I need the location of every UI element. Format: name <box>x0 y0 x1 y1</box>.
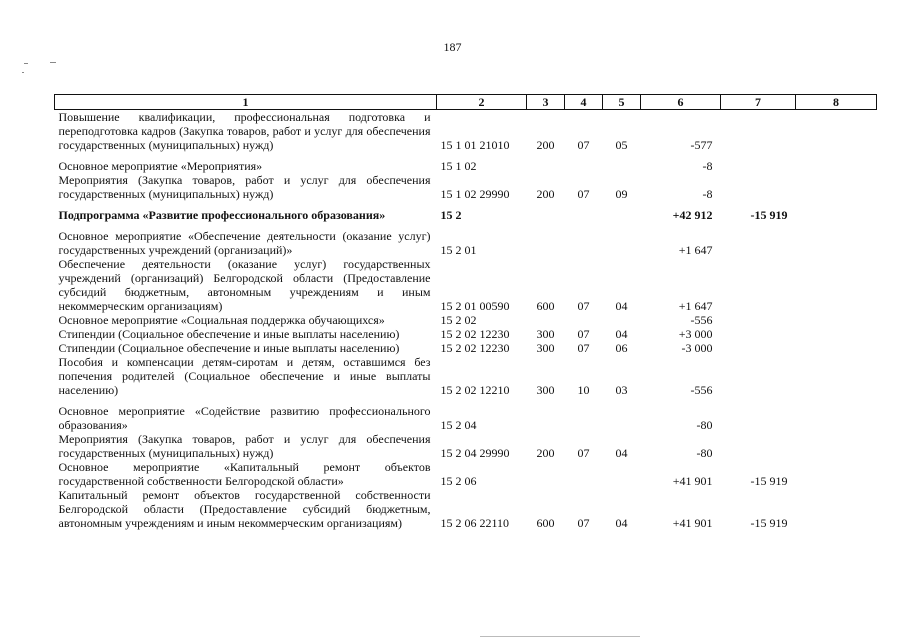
row-c3: 200 <box>536 187 555 201</box>
scan-speck <box>22 72 24 73</box>
row-c6: -80 <box>696 418 713 432</box>
row-c8 <box>796 397 877 432</box>
row-code: 15 2 04 <box>440 418 477 432</box>
row-c4: 07 <box>577 138 590 152</box>
row-c7: -15 919 <box>750 208 788 222</box>
col-header-2: 2 <box>437 95 527 110</box>
row-c3 <box>527 313 565 327</box>
row-c6: -80 <box>696 446 713 460</box>
row-c5 <box>603 152 641 173</box>
row-c3: 600 <box>536 299 555 313</box>
row-c3: 200 <box>536 138 555 152</box>
row-c7 <box>721 327 796 341</box>
scan-speck <box>50 62 56 63</box>
row-code: 15 2 <box>440 208 462 222</box>
row-code: 15 2 01 <box>440 243 477 257</box>
row-name: Стипендии (Социальное обеспечение и иные выплаты населению) <box>58 341 400 355</box>
row-name: Основное мероприятие «Обеспечение деятельности (оказание услуг) государственных учреждений (организаций)» <box>58 229 431 257</box>
row-c5 <box>603 201 641 222</box>
row-code: 15 1 01 21010 <box>440 138 510 152</box>
row-name: Подпрограмма «Развитие профессионального образования» <box>58 208 386 222</box>
row-name: Стипендии (Социальное обеспечение и иные выплаты населению) <box>58 327 400 341</box>
row-c3: 300 <box>536 383 555 397</box>
row-c4 <box>565 460 603 488</box>
table-row <box>55 152 877 173</box>
row-c3: 300 <box>536 341 555 355</box>
row-c6: -3 000 <box>681 341 713 355</box>
row-c7 <box>721 152 796 173</box>
col-header-3: 3 <box>527 95 565 110</box>
row-c5: 05 <box>615 138 628 152</box>
row-code: 15 2 06 22110 <box>440 516 510 530</box>
row-c4 <box>565 201 603 222</box>
row-c7 <box>721 313 796 327</box>
row-c6: -8 <box>702 159 713 173</box>
row-c4: 07 <box>577 187 590 201</box>
table-row <box>55 397 877 432</box>
row-name: Основное мероприятие «Капитальный ремонт объектов государственной собственности Белгородской области» <box>58 460 431 488</box>
row-c8 <box>796 257 877 313</box>
row-code: 15 2 02 12230 <box>440 327 510 341</box>
row-code: 15 2 06 <box>440 474 477 488</box>
row-c3 <box>527 222 565 257</box>
row-code: 15 2 01 00590 <box>440 299 510 313</box>
row-c7 <box>721 432 796 460</box>
row-c3 <box>527 152 565 173</box>
row-c7 <box>721 222 796 257</box>
row-code: 15 2 04 29990 <box>440 446 510 460</box>
row-c8 <box>796 313 877 327</box>
table-row <box>55 257 877 313</box>
row-c6: -556 <box>690 313 713 327</box>
row-c5: 04 <box>615 327 628 341</box>
row-c8 <box>796 488 877 530</box>
row-c3: 600 <box>536 516 555 530</box>
row-c6: +1 647 <box>678 243 713 257</box>
row-c8 <box>796 355 877 397</box>
row-c7 <box>721 355 796 397</box>
row-c8 <box>796 432 877 460</box>
table-row <box>55 327 877 341</box>
header-row <box>55 95 877 110</box>
row-c4: 07 <box>577 341 590 355</box>
col-header-4: 4 <box>565 95 603 110</box>
row-c4 <box>565 397 603 432</box>
row-c4: 07 <box>577 327 590 341</box>
table-row <box>55 432 877 460</box>
scan-speck <box>480 636 640 637</box>
row-c5: 04 <box>615 299 628 313</box>
col-header-7: 7 <box>721 95 796 110</box>
table-row <box>55 222 877 257</box>
row-name: Основное мероприятие «Социальная поддержка обучающихся» <box>58 313 385 327</box>
row-c4 <box>565 222 603 257</box>
row-name: Основное мероприятие «Мероприятия» <box>58 159 263 173</box>
row-c7 <box>721 173 796 201</box>
row-c7 <box>721 110 796 153</box>
row-c7: -15 919 <box>750 474 788 488</box>
table-row <box>55 488 877 530</box>
table-row <box>55 460 877 488</box>
row-c5 <box>603 313 641 327</box>
col-header-6: 6 <box>641 95 721 110</box>
row-name: Пособия и компенсации детям-сиротам и детям, оставшимся без попечения родителей (Социальное обеспечение и иные выплаты населению) <box>58 355 431 397</box>
row-code: 15 2 02 12210 <box>440 383 510 397</box>
row-c7 <box>721 341 796 355</box>
row-c8 <box>796 341 877 355</box>
row-name: Мероприятия (Закупка товаров, работ и услуг для обеспечения государственных (муниципальных) нужд) <box>58 432 431 460</box>
row-c7: -15 919 <box>750 516 788 530</box>
row-name: Обеспечение деятельности (оказание услуг) государственных учреждений (организаций) Белгородской области (Предоставление субсидий бюджетным, автономным учреждениям и иным некоммерческим организациям) <box>58 257 431 313</box>
row-c3 <box>527 397 565 432</box>
row-c3: 200 <box>536 446 555 460</box>
row-c5 <box>603 460 641 488</box>
row-c3 <box>527 460 565 488</box>
row-c4: 07 <box>577 299 590 313</box>
row-c4 <box>565 152 603 173</box>
page-number: 187 <box>443 40 462 54</box>
row-c8 <box>796 201 877 222</box>
row-name: Мероприятия (Закупка товаров, работ и услуг для обеспечения государственных (муниципальных) нужд) <box>58 173 431 201</box>
row-c5: 03 <box>615 383 628 397</box>
row-c7 <box>721 397 796 432</box>
row-c5: 06 <box>615 341 628 355</box>
budget-table <box>54 94 877 530</box>
table-row <box>55 313 877 327</box>
row-code: 15 2 02 <box>440 313 477 327</box>
row-c6: +42 912 <box>672 208 713 222</box>
row-c5 <box>603 222 641 257</box>
table-row <box>55 355 877 397</box>
row-c6: -577 <box>690 138 713 152</box>
row-c6: +41 901 <box>672 516 713 530</box>
row-name: Повышение квалификации, профессиональная подготовка и переподготовка кадров (Закупка товаров, работ и услуг для обеспечения государственных (муниципальных) нужд) <box>58 110 431 152</box>
row-c6: -8 <box>702 187 713 201</box>
row-c3 <box>527 201 565 222</box>
table-row <box>55 110 877 153</box>
table-row <box>55 201 877 222</box>
row-c8 <box>796 460 877 488</box>
row-c5: 04 <box>615 446 628 460</box>
row-name: Капитальный ремонт объектов государственной собственности Белгородской области (Предоставление субсидий бюджетным, автономным учреждениям и иным некоммерческим организациям) <box>58 488 431 530</box>
row-c5: 04 <box>615 516 628 530</box>
row-c3: 300 <box>536 327 555 341</box>
scan-speck <box>24 63 28 64</box>
row-c8 <box>796 110 877 153</box>
col-header-5: 5 <box>603 95 641 110</box>
row-c4: 10 <box>577 383 590 397</box>
col-header-8: 8 <box>796 95 877 110</box>
row-c5 <box>603 397 641 432</box>
row-c8 <box>796 327 877 341</box>
row-code: 15 2 02 12230 <box>440 341 510 355</box>
col-header-1: 1 <box>55 95 437 110</box>
row-c8 <box>796 222 877 257</box>
row-c6: +1 647 <box>678 299 713 313</box>
row-c6: +41 901 <box>672 474 713 488</box>
row-c6: -556 <box>690 383 713 397</box>
row-c4: 07 <box>577 446 590 460</box>
row-c6: +3 000 <box>678 327 713 341</box>
row-code: 15 1 02 <box>440 159 477 173</box>
row-c4 <box>565 313 603 327</box>
row-c8 <box>796 152 877 173</box>
row-c4: 07 <box>577 516 590 530</box>
row-name: Основное мероприятие «Содействие развитию профессионального образования» <box>58 404 431 432</box>
row-c5: 09 <box>615 187 628 201</box>
row-c7 <box>721 257 796 313</box>
row-c8 <box>796 173 877 201</box>
table-row <box>55 341 877 355</box>
table-row <box>55 173 877 201</box>
row-code: 15 1 02 29990 <box>440 187 510 201</box>
